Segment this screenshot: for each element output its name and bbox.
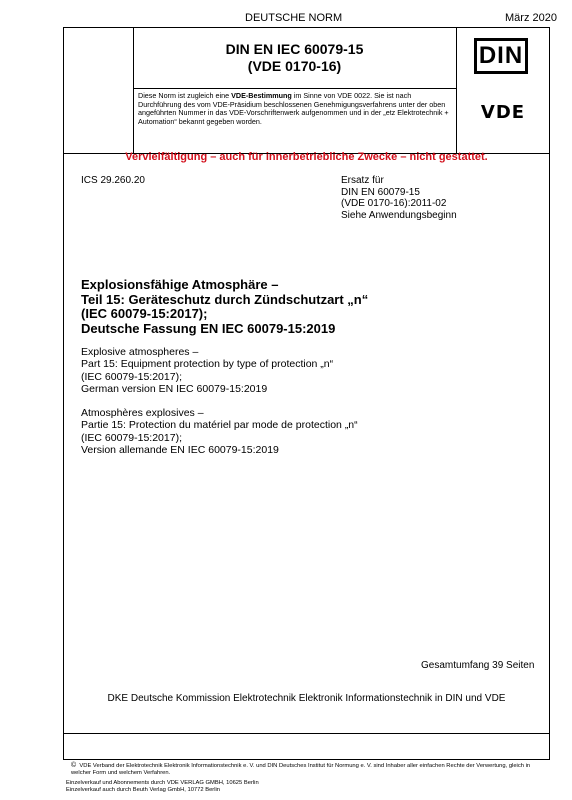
notice-bold: VDE-Bestimmung (231, 91, 292, 100)
divider (456, 28, 457, 153)
vde-logo: VDE (480, 102, 526, 123)
standard-number-line2: (VDE 0170-16) (247, 58, 342, 74)
copy-warning: Vervielfältigung – auch für innerbetriebliche Zwecke – nicht gestattet. (125, 151, 488, 163)
notice-pre: Diese Norm ist zugleich eine (138, 91, 232, 100)
distribution-info (66, 780, 259, 794)
german-title-line: Teil 15: Geräteschutz durch Zündschutzart „n“ (81, 291, 369, 307)
header-date: März 2020 (505, 12, 557, 24)
header-left-label: DEUTSCHE NORM (245, 12, 343, 24)
notice-post: im Sinne von VDE 0022. Sie ist nach Durchführung des vom VDE-Präsidium beschlossenen Genehmigungsverfahrens unter der oben angeführten Nummer in das VDE-Vorschriftenwerk aufgenommen und in der „etz Elektrotechnik + Automation“ bekannt gegeben worden. (138, 91, 449, 126)
dke-line: DKE Deutsche Kommission Elektrotechnik Elektronik Informationstechnik in DIN und VDE (107, 693, 506, 704)
german-title-line: Deutsche Fassung EN IEC 60079-15:2019 (81, 320, 336, 336)
standard-number-line1: DIN EN IEC 60079-15 (225, 41, 364, 57)
total-pages: Gesamtumfang 39 Seiten (421, 660, 535, 671)
french-title-line: (IEC 60079-15:2017); (81, 431, 182, 444)
distribution-line: Einzelverkauf und Abonnements durch VDE VERLAG GMBH, 10625 Berlin (66, 780, 259, 786)
english-title-line: Explosive atmospheres – (81, 346, 199, 358)
replacement-line: Siehe Anwendungsbeginn (341, 209, 457, 221)
copyright-text: VDE Verband der Elektrotechnik Elektronik Informationstechnik e. V. und DIN Deutsches Institut für Normung e. V. sind Inhaber aller einfachen Rechte der Verwertung, gleich in welcher Form und welchem Verfahren. (71, 763, 531, 776)
french-title-line: Version allemande EN IEC 60079-15:2019 (81, 444, 279, 457)
english-title (81, 346, 333, 396)
german-title (81, 278, 368, 336)
german-title-line: (IEC 60079-15:2017); (81, 306, 208, 321)
copyright-symbol: © (71, 762, 77, 769)
english-title-line: Part 15: Equipment protection by type of protection „n“ (81, 358, 334, 371)
replacement-line: Ersatz für (341, 175, 384, 186)
din-logo (474, 38, 528, 74)
english-title-line: German version EN IEC 60079-15:2019 (81, 383, 268, 396)
copyright-notice (71, 762, 541, 777)
divider (64, 733, 549, 734)
french-title-line: Partie 15: Protection du matériel par mode de protection „n“ (81, 419, 358, 432)
vde-notice (138, 92, 451, 126)
replacement-line: (VDE 0170-16):2011-02 (341, 198, 447, 209)
german-title-line: Explosionsfähige Atmosphäre – (81, 277, 279, 292)
english-title-line: (IEC 60079-15:2017); (81, 370, 182, 383)
distribution-line: Einzelverkauf auch durch Beuth Verlag GmbH, 10772 Berlin (66, 787, 221, 793)
standard-number (133, 41, 456, 75)
ics-code: ICS 29.260.20 (81, 175, 145, 186)
replacement-info (341, 175, 457, 221)
replacement-line: DIN EN 60079-15 (341, 186, 420, 198)
divider (133, 88, 456, 89)
french-title-line: Atmosphères explosives – (81, 407, 204, 419)
french-title (81, 407, 358, 457)
din-logo-text: DIN (478, 42, 524, 69)
